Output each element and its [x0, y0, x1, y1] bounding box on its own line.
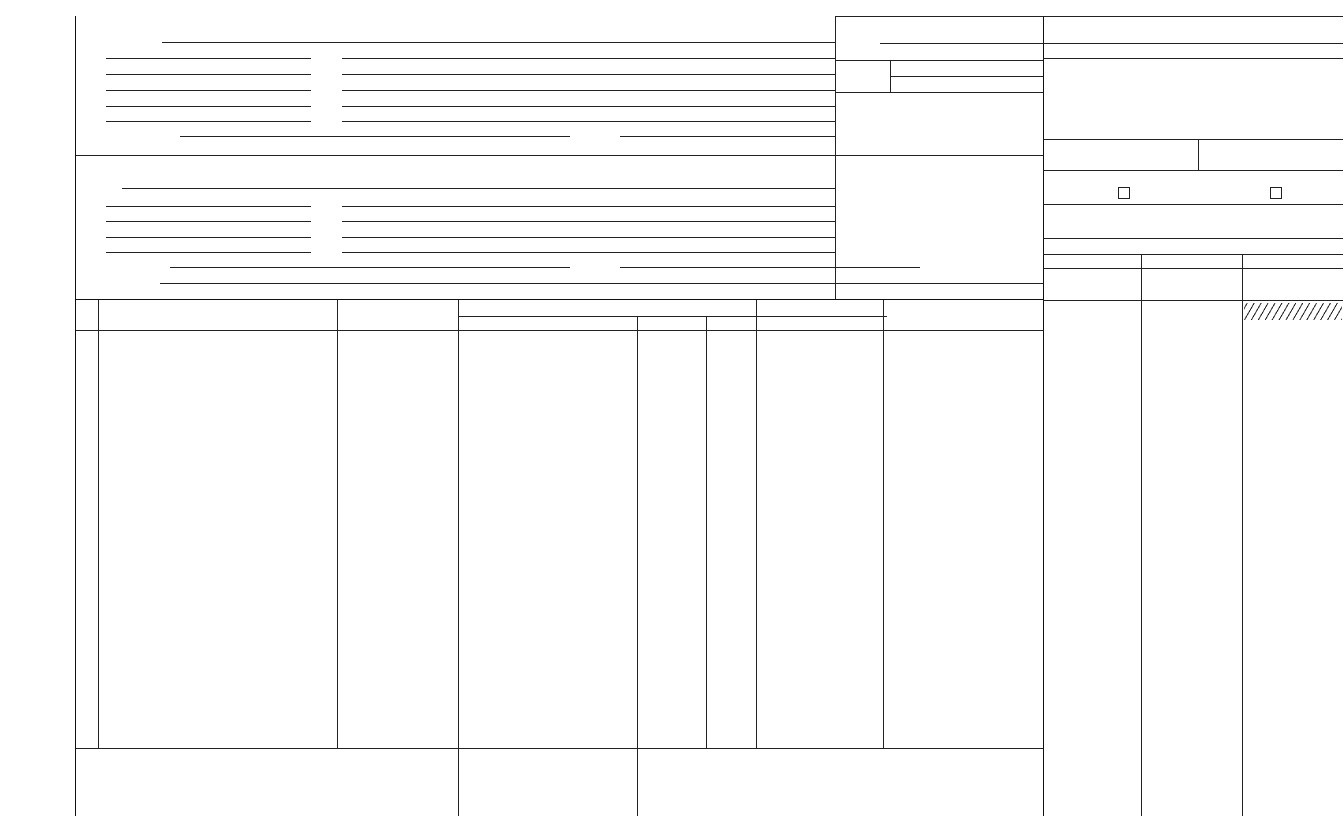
- no-checkbox[interactable]: [1270, 187, 1282, 199]
- hatch-box: [1244, 303, 1342, 320]
- yes-checkbox[interactable]: [1118, 187, 1130, 199]
- right-panel-divider: [1043, 16, 1044, 816]
- center-divider: [835, 16, 836, 300]
- left-border: [75, 16, 76, 816]
- form-side-label: [6, 380, 66, 660]
